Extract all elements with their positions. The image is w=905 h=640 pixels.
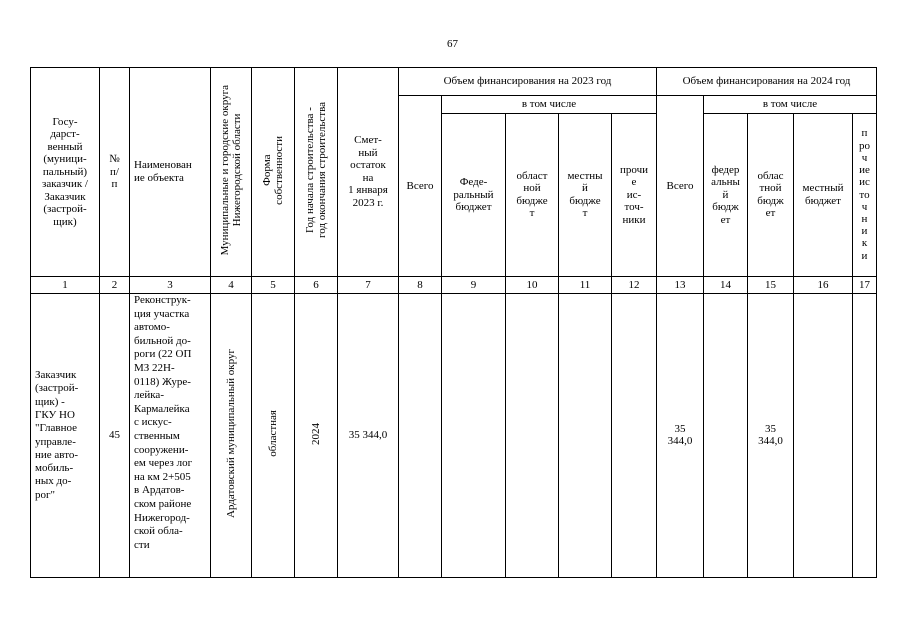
row-federal-2023 bbox=[442, 294, 506, 578]
header-object-name: Наименован ие объекта bbox=[130, 68, 211, 277]
header-including-2024: в том числе bbox=[704, 96, 877, 114]
table-row bbox=[31, 294, 877, 578]
row-local-2024 bbox=[794, 294, 853, 578]
header-local-2023: местны й бюдже т bbox=[559, 114, 612, 277]
header-financing-2023: Объем финансирования на 2023 год bbox=[399, 68, 657, 96]
column-number: 10 bbox=[506, 277, 559, 294]
row-other-2024 bbox=[853, 294, 877, 578]
column-number: 2 bbox=[100, 277, 130, 294]
header-estimate-balance: Смет- ный остаток на 1 января 2023 г. bbox=[338, 68, 399, 277]
header-local-2024: местный бюджет bbox=[794, 114, 853, 277]
column-number: 13 bbox=[657, 277, 704, 294]
row-customer: Заказчик (застрой- щик) - ГКУ НО "Главное управле- ние авто- мобиль- ных до- рог" bbox=[31, 294, 100, 578]
header-federal-2024: федер альны й бюдж ет bbox=[704, 114, 748, 277]
row-total-2024: 35 344,0 bbox=[657, 294, 704, 578]
column-number: 14 bbox=[704, 277, 748, 294]
header-regional-2023: област ной бюдже т bbox=[506, 114, 559, 277]
column-number: 5 bbox=[252, 277, 295, 294]
row-municipality: Ардатовский муниципальный округ bbox=[211, 294, 252, 578]
column-number: 6 bbox=[295, 277, 338, 294]
header-other-2023: прочи е ис- точ- ники bbox=[612, 114, 657, 277]
column-number: 8 bbox=[399, 277, 442, 294]
column-number: 3 bbox=[130, 277, 211, 294]
column-number: 7 bbox=[338, 277, 399, 294]
column-number: 4 bbox=[211, 277, 252, 294]
row-other-2023 bbox=[612, 294, 657, 578]
header-federal-2023: Феде- ральный бюджет bbox=[442, 114, 506, 277]
header-other-2024: п ро ч ие ис то ч н и к и bbox=[853, 114, 877, 277]
header-including-2023: в том числе bbox=[442, 96, 657, 114]
column-number: 9 bbox=[442, 277, 506, 294]
row-regional-2023 bbox=[506, 294, 559, 578]
header-total-2023: Всего bbox=[399, 96, 442, 277]
column-numbers-row bbox=[31, 277, 877, 294]
row-construction-years: 2024 bbox=[295, 294, 338, 578]
column-number: 17 bbox=[853, 277, 877, 294]
header-regional-2024: облас тной бюдж ет bbox=[748, 114, 794, 277]
column-number: 15 bbox=[748, 277, 794, 294]
row-estimate-balance: 35 344,0 bbox=[338, 294, 399, 578]
header-municipality: Муниципальные и городские округа Нижегородской области bbox=[211, 68, 252, 277]
column-number: 16 bbox=[794, 277, 853, 294]
header-row-number: № п/ п bbox=[100, 68, 130, 277]
financing-table bbox=[30, 67, 877, 578]
row-object-name: Реконструк- ция участка автомо- бильной до- роги (22 ОП МЗ 22Н- 0118) Журе- лейка- Кармалейка с искус- ственным сооружени- ем через лог на км 2+505 в Ардатов- ском районе Нижегород- ской обла- сти bbox=[130, 294, 211, 578]
row-ownership: областная bbox=[252, 294, 295, 578]
header-financing-2024: Объем финансирования на 2024 год bbox=[657, 68, 877, 96]
header-ownership: Форма собственности bbox=[252, 68, 295, 277]
page-number: 67 bbox=[447, 38, 458, 50]
row-regional-2024: 35 344,0 bbox=[748, 294, 794, 578]
row-number: 45 bbox=[100, 294, 130, 578]
header-customer: Госу- дарст- венный (муници- пальный) заказчик / Заказчик (застрой- щик) bbox=[31, 68, 100, 277]
header-total-2024: Всего bbox=[657, 96, 704, 277]
column-number: 11 bbox=[559, 277, 612, 294]
column-number: 12 bbox=[612, 277, 657, 294]
row-total-2023 bbox=[399, 294, 442, 578]
row-local-2023 bbox=[559, 294, 612, 578]
column-number: 1 bbox=[31, 277, 100, 294]
row-federal-2024 bbox=[704, 294, 748, 578]
header-construction-years: Год начала строительства - год окончания строительства bbox=[295, 68, 338, 277]
